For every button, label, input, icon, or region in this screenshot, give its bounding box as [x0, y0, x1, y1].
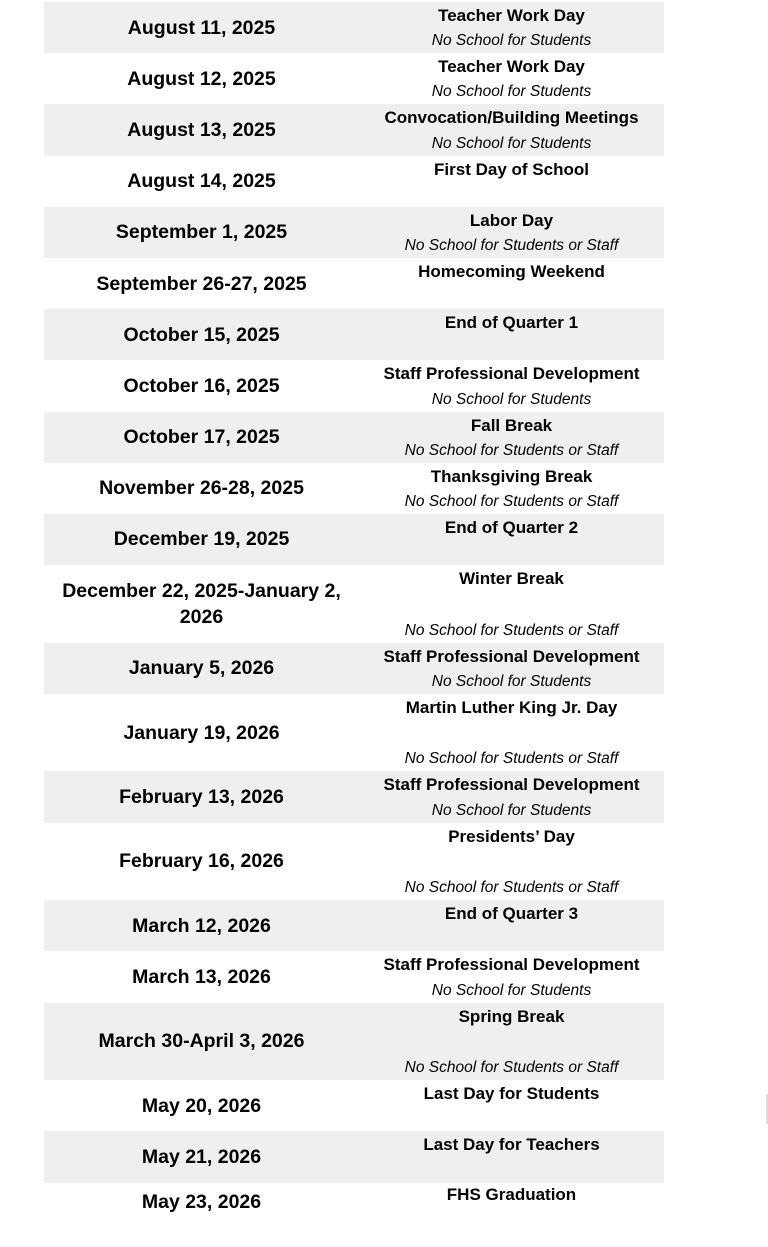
- table-row: [44, 207, 664, 258]
- date-cell: August 14, 2025: [127, 170, 276, 193]
- event-cell: [359, 823, 664, 901]
- event-cell: [359, 771, 664, 822]
- event-note: No School for Students: [431, 981, 592, 999]
- table-row: [44, 360, 664, 411]
- event-note: No School for Students: [431, 672, 592, 690]
- event-cell: [359, 360, 664, 411]
- school-calendar-table: [44, 2, 664, 1221]
- event-note: No School for Students or Staff: [404, 236, 619, 254]
- date-cell: August 12, 2025: [127, 67, 276, 90]
- event-name: End of Quarter 3: [444, 904, 579, 924]
- table-row: [44, 258, 664, 309]
- table-row: [44, 771, 664, 822]
- event-name: Staff Professional Development: [383, 364, 640, 384]
- date-cell: January 5, 2026: [128, 657, 275, 680]
- event-note: No School for Students: [431, 32, 592, 50]
- date-cell: December 19, 2025: [113, 528, 290, 551]
- date-cell: January 19, 2026: [123, 721, 280, 744]
- event-note: No School for Students: [431, 134, 592, 152]
- event-name: Labor Day: [469, 210, 554, 230]
- event-cell: [359, 1080, 664, 1131]
- event-cell: [359, 2, 664, 53]
- event-cell: [359, 53, 664, 104]
- event-cell: [359, 514, 664, 565]
- event-name: End of Quarter 1: [444, 313, 579, 333]
- event-note: No School for Students or Staff: [404, 1059, 619, 1077]
- table-row: [44, 951, 664, 1002]
- event-name: Teacher Work Day: [438, 6, 585, 25]
- event-note: No School for Students or Staff: [404, 492, 619, 510]
- table-row: [44, 53, 664, 104]
- event-note: No School for Students: [431, 801, 592, 819]
- event-cell: [359, 694, 664, 772]
- date-cell: October 15, 2025: [123, 323, 280, 346]
- event-name: Last Day for Students: [423, 1084, 600, 1104]
- table-row: [44, 463, 664, 514]
- date-cell: March 12, 2026: [132, 914, 271, 937]
- event-name: Presidents’ Day: [448, 826, 575, 846]
- event-name: Thanksgiving Break: [430, 466, 593, 486]
- event-name: Convocation/Building Meetings: [384, 108, 639, 128]
- event-note: No School for Students or Staff: [404, 621, 619, 639]
- event-note: No School for Students: [431, 390, 592, 408]
- event-cell: [359, 463, 664, 514]
- date-cell: October 16, 2025: [123, 374, 280, 397]
- event-cell: [359, 951, 664, 1002]
- event-name: Staff Professional Development: [383, 955, 640, 975]
- table-row: [44, 1131, 664, 1182]
- event-name: FHS Graduation: [446, 1184, 577, 1204]
- event-cell: [359, 207, 664, 258]
- event-name: Winter Break: [459, 569, 564, 589]
- date-cell: March 30-April 3, 2026: [98, 1030, 305, 1053]
- table-row: [44, 309, 664, 360]
- event-cell: [359, 258, 664, 309]
- event-name: First Day of School: [434, 159, 589, 179]
- event-cell: [359, 309, 664, 360]
- event-name: Fall Break: [470, 415, 553, 435]
- event-name: Last Day for Teachers: [423, 1135, 600, 1155]
- table-row: [44, 412, 664, 463]
- event-cell: [359, 104, 664, 155]
- event-note: No School for Students or Staff: [404, 879, 619, 897]
- event-note: No School for Students or Staff: [404, 750, 619, 768]
- event-cell: [359, 1183, 664, 1221]
- date-cell: February 16, 2026: [119, 850, 284, 873]
- date-cell: October 17, 2025: [123, 426, 280, 449]
- table-row: [44, 1183, 664, 1221]
- event-cell: [359, 643, 664, 694]
- event-name: Martin Luther King Jr. Day: [405, 697, 618, 717]
- table-row: [44, 2, 664, 53]
- event-cell: [359, 156, 664, 207]
- date-cell: December 22, 2025-January 2, 2026: [62, 579, 341, 628]
- event-cell: [359, 1003, 664, 1081]
- date-cell: March 13, 2026: [132, 966, 271, 988]
- event-note: No School for Students or Staff: [404, 441, 619, 459]
- date-cell: May 21, 2026: [141, 1145, 262, 1168]
- event-name: Staff Professional Development: [383, 646, 640, 666]
- table-row: [44, 514, 664, 565]
- table-row: [44, 104, 664, 155]
- event-name: Spring Break: [458, 1006, 565, 1026]
- date-cell: February 13, 2026: [119, 786, 284, 809]
- table-row: [44, 156, 664, 207]
- event-name: Teacher Work Day: [438, 57, 585, 77]
- date-cell: August 13, 2025: [127, 118, 276, 141]
- table-row: [44, 1003, 664, 1081]
- event-note: No School for Students: [431, 83, 592, 101]
- table-row: [44, 823, 664, 901]
- table-row: [44, 900, 664, 951]
- table-row: [44, 1080, 664, 1131]
- date-cell: September 1, 2025: [115, 221, 288, 244]
- event-cell: [359, 900, 664, 951]
- date-cell: September 26-27, 2025: [96, 272, 307, 295]
- table-row: [44, 643, 664, 694]
- event-cell: [359, 565, 664, 643]
- date-cell: August 11, 2025: [127, 16, 276, 39]
- table-row: [44, 694, 664, 772]
- event-cell: [359, 412, 664, 463]
- event-name: Staff Professional Development: [383, 775, 640, 795]
- event-cell: [359, 1131, 664, 1182]
- date-cell: November 26-28, 2025: [99, 477, 304, 500]
- event-name: End of Quarter 2: [444, 517, 579, 537]
- date-cell: May 20, 2026: [141, 1094, 262, 1117]
- event-name: Homecoming Weekend: [418, 261, 605, 281]
- table-row: [44, 565, 664, 643]
- date-cell: May 23, 2026: [141, 1190, 262, 1213]
